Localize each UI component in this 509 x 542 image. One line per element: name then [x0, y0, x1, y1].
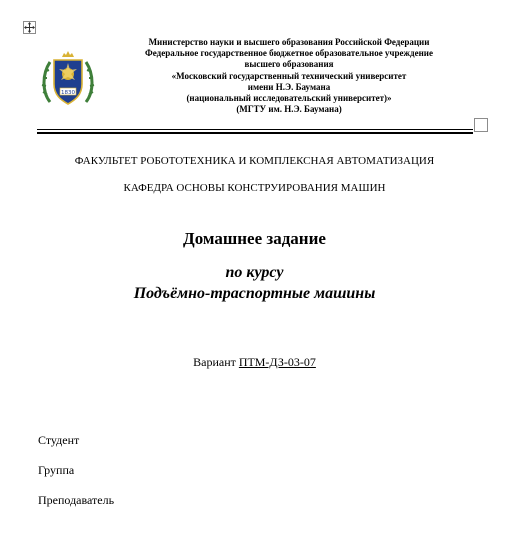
teacher-field-label: Преподаватель — [38, 493, 115, 507]
header-divider-thin — [37, 129, 473, 130]
header-line-abbreviation: (МГТУ им. Н.Э. Баумана) — [236, 104, 342, 115]
variant-line — [0, 355, 509, 370]
document-title: Домашнее задание — [183, 229, 326, 248]
faculty-name: ФАКУЛЬТЕТ РОБОТОТЕХНИКА И КОМПЛЕКСНАЯ АВТОМАТИЗАЦИЯ — [74, 155, 435, 167]
course-label: по курсу — [225, 264, 284, 281]
header-line-institution-type: Федеральное государственное бюджетное образовательное учреждение — [145, 48, 433, 59]
header-line-university-name: «Московский государственный технический университет — [171, 70, 407, 81]
institution-header — [110, 37, 468, 115]
svg-text:1830: 1830 — [61, 90, 75, 96]
department-name: КАФЕДРА ОСНОВЫ КОНСТРУИРОВАНИЯ МАШИН — [123, 182, 386, 194]
table-move-handle-icon[interactable] — [23, 21, 36, 34]
header-divider-thick — [37, 132, 473, 134]
student-field-label: Студент — [38, 433, 80, 447]
group-field-label: Группа — [38, 463, 75, 477]
table-resize-handle-icon[interactable] — [474, 118, 488, 132]
header-line-status: (национальный исследовательский университет)» — [186, 93, 392, 104]
course-name: Подъёмно-траспортные машины — [133, 285, 376, 302]
variant-code: ПТМ-ДЗ-03-07 — [238, 355, 316, 369]
university-emblem-icon — [40, 50, 96, 112]
header-line-ministry: Министерство науки и высшего образования Российской Федерации — [148, 37, 430, 47]
header-line-education-level: высшего образования — [244, 59, 334, 70]
header-line-named-after: имени Н.Э. Баумана — [247, 81, 331, 92]
variant-label: Вариант — [193, 355, 236, 369]
